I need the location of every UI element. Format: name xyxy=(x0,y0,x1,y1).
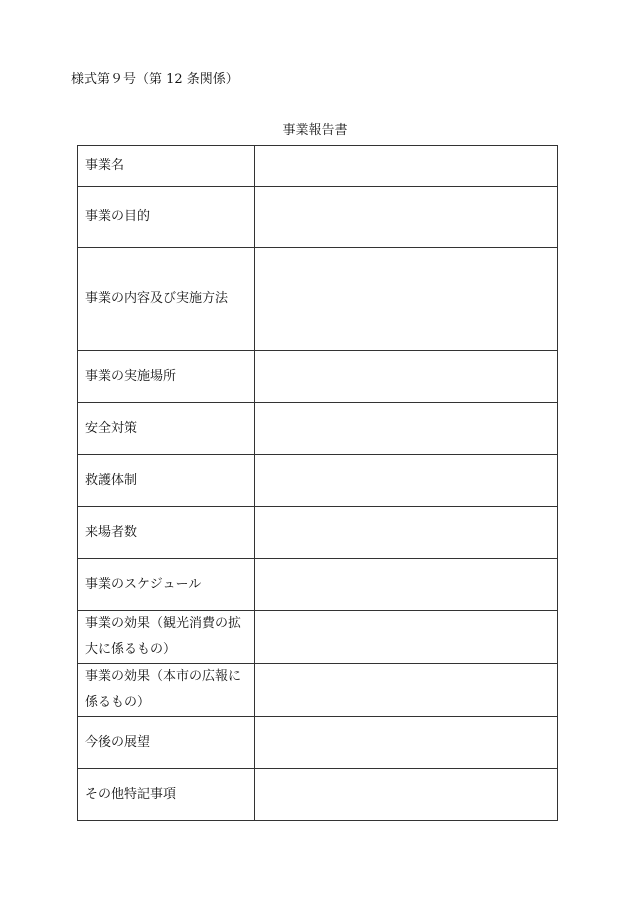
row-value-field[interactable] xyxy=(255,187,558,248)
row-label: 事業の効果（本市の広報に係るもの） xyxy=(78,664,255,717)
row-label: 事業名 xyxy=(78,146,255,187)
table-row-schedule xyxy=(78,559,558,611)
table-row-effect-tourism xyxy=(78,611,558,664)
table-row-project-name xyxy=(78,146,558,187)
row-label: 事業の実施場所 xyxy=(78,351,255,403)
row-label: 今後の展望 xyxy=(78,717,255,769)
report-table xyxy=(77,145,558,821)
row-label: 事業の内容及び実施方法 xyxy=(78,248,255,351)
table-row-purpose xyxy=(78,187,558,248)
row-value-field[interactable] xyxy=(255,455,558,507)
form-number: 様式第９号（第 12 条関係） xyxy=(71,72,239,87)
row-label: その他特記事項 xyxy=(78,769,255,821)
row-label: 安全対策 xyxy=(78,403,255,455)
table-row-effect-pr xyxy=(78,664,558,717)
row-label: 救護体制 xyxy=(78,455,255,507)
row-value-field[interactable] xyxy=(255,611,558,664)
row-label: 事業の効果（観光消費の拡大に係るもの） xyxy=(78,611,255,664)
row-label: 来場者数 xyxy=(78,507,255,559)
row-value-field[interactable] xyxy=(255,717,558,769)
row-value-field[interactable] xyxy=(255,664,558,717)
table-row-visitors xyxy=(78,507,558,559)
row-value-field[interactable] xyxy=(255,248,558,351)
row-value-field[interactable] xyxy=(255,769,558,821)
row-value-field[interactable] xyxy=(255,559,558,611)
row-value-field[interactable] xyxy=(255,351,558,403)
table-row-content-method xyxy=(78,248,558,351)
table-row-safety xyxy=(78,403,558,455)
row-label: 事業の目的 xyxy=(78,187,255,248)
row-value-field[interactable] xyxy=(255,146,558,187)
row-label: 事業のスケジュール xyxy=(78,559,255,611)
row-value-field[interactable] xyxy=(255,403,558,455)
table-row-outlook xyxy=(78,717,558,769)
table-row-location xyxy=(78,351,558,403)
table-row-other-notes xyxy=(78,769,558,821)
row-value-field[interactable] xyxy=(255,507,558,559)
document-title: 事業報告書 xyxy=(282,123,348,138)
table-row-first-aid xyxy=(78,455,558,507)
